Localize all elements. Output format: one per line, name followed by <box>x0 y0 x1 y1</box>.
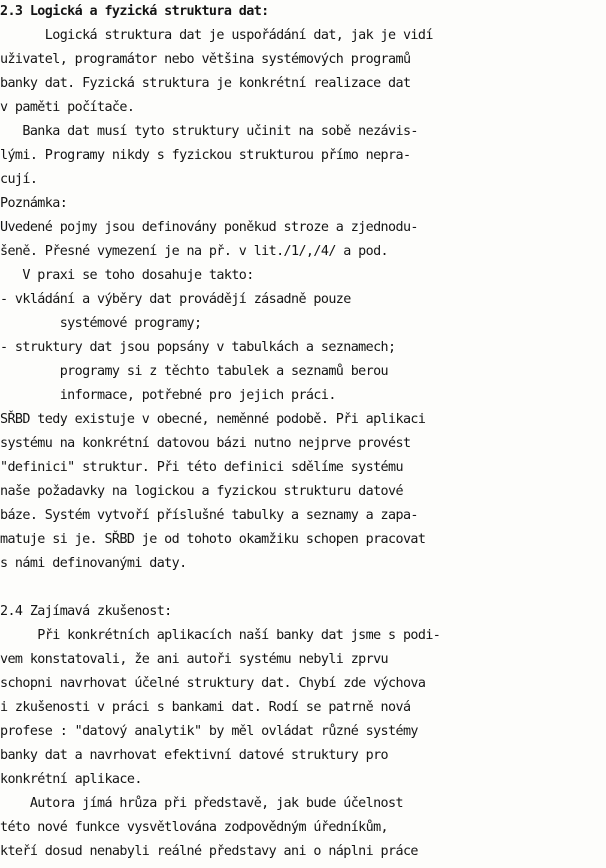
text-line: uživatel, programátor nebo většina systémových programů <box>0 52 411 67</box>
list-item-continuation: programy si z těchto tabulek a seznamů berou <box>0 364 389 379</box>
text-line: konkrétní aplikace. <box>0 772 142 787</box>
text-line: banky dat a navrhovat efektivní datové struktury pro <box>0 748 389 763</box>
text-line: šeně. Přesné vymezení je na př. v lit./1/,/4/ a pod. <box>0 244 389 259</box>
text-line: Autora jímá hrůza při představě, jak bude účelnost <box>0 796 403 811</box>
text-line: Uvedené pojmy jsou definovány poněkud stroze a zjednodu- <box>0 220 418 235</box>
text-line: Při konkrétních aplikacích naší banky dat jsme s podi- <box>0 628 441 643</box>
text-line: V praxi se toho dosahuje takto: <box>0 268 254 283</box>
text-line: této nové funkce vysvětlována zodpovědným úředníkům, <box>0 820 389 835</box>
text-line: v paměti počítače. <box>0 100 135 115</box>
text-line: "definici" struktur. Při této definici sdělíme systému <box>0 460 403 475</box>
section-heading-2-3: 2.3 Logická a fyzická struktura dat: <box>0 4 269 19</box>
text-line: báze. Systém vytvoří příslušné tabulky a seznamy a zapa- <box>0 508 418 523</box>
text-line: cují. <box>0 172 38 187</box>
text-line: schopni navrhovat účelné struktury dat. Chybí zde výchova <box>0 676 426 691</box>
note-label: Poznámka: <box>0 196 68 211</box>
text-line: naše požadavky na logickou a fyzickou strukturu datové <box>0 484 403 499</box>
text-line: matuje si je. SŘBD je od tohoto okamžiku schopen pracovat <box>0 532 426 547</box>
text-line: i zkušenosti v práci s bankami dat. Rodí se patrně nová <box>0 700 411 715</box>
text-line: vem konstatovali, že ani autoři systému nebyli zprvu <box>0 652 389 667</box>
text-line: lými. Programy nikdy s fyzickou strukturou přímo nepra- <box>0 148 411 163</box>
text-line: s námi definovanými daty. <box>0 556 187 571</box>
list-item: - struktury dat jsou popsány v tabulkách a seznamech; <box>0 340 396 355</box>
list-item: - vkládání a výběry dat provádějí zásadně pouze <box>0 292 351 307</box>
text-line: kteří dosud nenabyli reálné představy ani o náplni práce <box>0 844 418 859</box>
list-item-continuation: informace, potřebné pro jejich práci. <box>0 388 336 403</box>
text-line: banky dat. Fyzická struktura je konkrétní realizace dat <box>0 76 411 91</box>
text-line: SŘBD tedy existuje v obecné, neměnné podobě. Při aplikaci <box>0 412 426 427</box>
section-heading-2-4: 2.4 Zajímavá zkušenost: <box>0 604 172 619</box>
text-line: Logická struktura dat je uspořádání dat, jak je vidí <box>0 28 433 43</box>
list-item-continuation: systémové programy; <box>0 316 202 331</box>
text-line: profese : "datový analytik" by měl ovládat různé systémy <box>0 724 418 739</box>
text-line: Banka dat musí tyto struktury učinit na sobě nezávis- <box>0 124 418 139</box>
text-line: systému na konkrétní datovou bázi nutno nejprve provést <box>0 436 411 451</box>
